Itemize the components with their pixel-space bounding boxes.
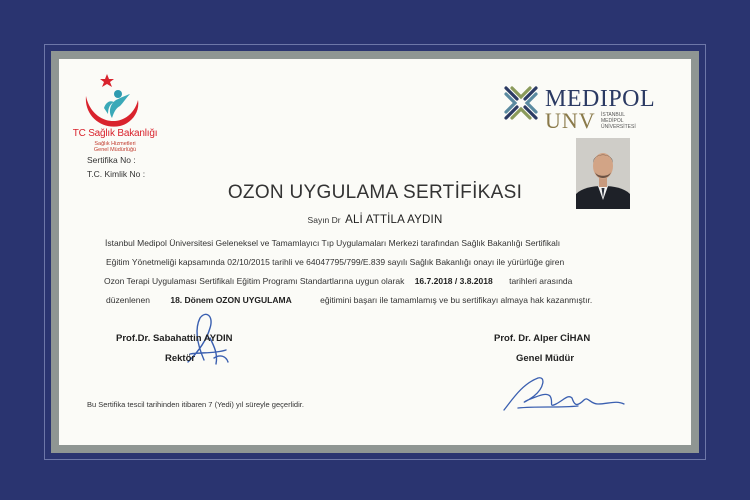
body-line-2: Eğitim Yönetmeliği kapsamında 02/10/2015 tarihli ve 64047795/799/E.839 sayılı Sağlık Bakanlığı onayı ile yürürlüğe giren xyxy=(106,257,565,267)
body-line-4-post: eğitimini başarı ile tamamlamış ve bu sertifikayı almaya hak kazanmıştır. xyxy=(320,295,593,305)
medipol-unv: UNV xyxy=(545,108,596,133)
medipol-tagline-1: İSTANBUL xyxy=(601,112,626,118)
body-line-4 xyxy=(106,295,592,305)
medipol-tagline-2: MEDİPOL xyxy=(601,118,624,124)
validity-note: Bu Sertifika tescil tarihinden itibaren 7 (Yedi) yıl süreyle geçerlidir. xyxy=(87,400,304,409)
ministry-subtitle-line2: Genel Müdürlüğü xyxy=(93,147,137,153)
medipol-tagline-3: ÜNİVERSİTESİ xyxy=(601,124,636,130)
recipient-line xyxy=(0,210,750,228)
body-line-4-pre: düzenlenen xyxy=(106,295,150,305)
tc-id-label: T.C. Kimlik No : xyxy=(87,169,146,179)
rector-title: Rektör xyxy=(165,353,196,364)
body-line-3-post: tarihleri arasında xyxy=(509,276,573,286)
program-name: 18. Dönem OZON UYGULAMA xyxy=(170,295,292,305)
ministry-logo-icon xyxy=(80,72,150,134)
general-manager-signature-icon xyxy=(498,370,628,416)
body-line-3 xyxy=(104,276,572,286)
general-manager-title: Genel Müdür xyxy=(516,353,575,364)
training-date-range: 16.7.2018 / 3.8.2018 xyxy=(414,276,493,286)
medipol-emblem-icon xyxy=(502,84,540,122)
ministry-name: TC Sağlık Bakanlığı xyxy=(72,128,158,139)
body-line-1: İstanbul Medipol Üniversitesi Geleneksel ve Tamamlayıcı Tıp Uygulamaları Merkezi tarafından Sağlık Bakanlığı Sertifikalı xyxy=(105,238,561,248)
general-manager-name: Prof. Dr. Alper CİHAN xyxy=(494,333,591,344)
body-line-3-pre: Ozon Terapi Uygulaması Sertifikalı Eğitim Programı Standartlarına uygun olarak xyxy=(104,276,405,286)
certificate-no-label: Sertifika No : xyxy=(87,155,136,165)
salutation: Sayın Dr xyxy=(307,215,341,225)
recipient-name: ALİ ATTİLA AYDIN xyxy=(345,214,443,226)
rector-name: Prof.Dr. Sabahattin AYDIN xyxy=(116,333,233,344)
ministry-subtitle xyxy=(60,141,170,153)
medipol-tagline xyxy=(601,112,651,130)
ministry-subtitle-line1: Sağlık Hizmetleri xyxy=(94,141,136,147)
medipol-name: MEDIPOL xyxy=(545,86,656,112)
certificate-title: OZON UYGULAMA SERTİFİKASI xyxy=(227,182,523,203)
